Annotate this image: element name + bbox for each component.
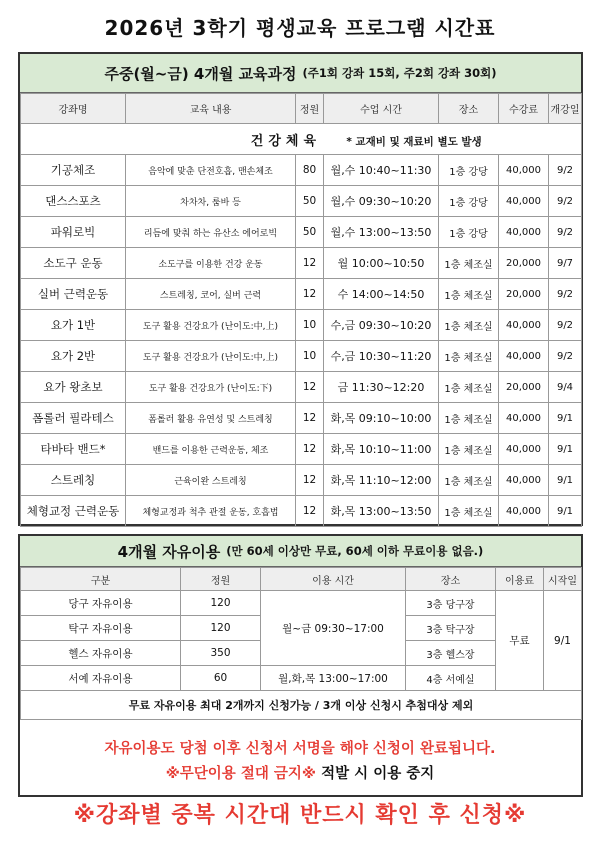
table-row (21, 341, 582, 372)
column-header: 수강료 (499, 94, 549, 124)
class-time: 월,수 10:40~11:30 (324, 155, 439, 186)
table-row (21, 372, 582, 403)
location: 1층 체조실 (439, 496, 499, 527)
course-name: 소도구 운동 (21, 248, 126, 279)
start-date: 9/1 (549, 403, 582, 434)
start-date: 9/1 (549, 496, 582, 527)
capacity: 60 (181, 666, 261, 691)
tuition-fee: 40,000 (499, 186, 549, 217)
location: 1층 체조실 (439, 372, 499, 403)
course-name: 타바타 밴드* (21, 434, 126, 465)
section-header (20, 54, 581, 93)
course-description: 음악에 맞춘 단전호흡, 맨손체조 (126, 155, 296, 186)
course-name: 스트레칭 (21, 465, 126, 496)
table-row (21, 310, 582, 341)
capacity: 12 (296, 248, 324, 279)
unauthorized-use-notice (0, 762, 600, 783)
tuition-fee: 40,000 (499, 341, 549, 372)
table-row (21, 496, 582, 527)
column-header: 교육 내용 (126, 94, 296, 124)
start-date: 9/2 (549, 186, 582, 217)
usage-time: 월,화,목 13:00~17:00 (261, 666, 406, 691)
location: 1층 체조실 (439, 341, 499, 372)
table-header-row (21, 94, 582, 124)
location: 1층 체조실 (439, 403, 499, 434)
capacity: 50 (296, 217, 324, 248)
column-header: 장소 (406, 568, 496, 591)
tuition-fee: 40,000 (499, 434, 549, 465)
start-date: 9/1 (544, 591, 582, 691)
course-description: 도구 활용 건강요가 (난이도:中,上) (126, 341, 296, 372)
capacity: 120 (181, 616, 261, 641)
facility-name: 탁구 자유이용 (21, 616, 181, 641)
tuition-fee: 40,000 (499, 403, 549, 434)
course-description: 근육이완 스트레칭 (126, 465, 296, 496)
usage-fee: 무료 (496, 591, 544, 691)
column-header: 이용 시간 (261, 568, 406, 591)
column-header: 시작일 (544, 568, 582, 591)
capacity: 12 (296, 434, 324, 465)
location: 1층 체조실 (439, 310, 499, 341)
table-row (21, 279, 582, 310)
section-subtitle: (만 60세 이상만 무료, 60세 이하 무료이용 없음.) (226, 544, 484, 558)
column-header: 장소 (439, 94, 499, 124)
category-row (21, 124, 582, 155)
class-time: 화,목 10:10~11:00 (324, 434, 439, 465)
start-date: 9/4 (549, 372, 582, 403)
start-date: 9/1 (549, 434, 582, 465)
course-description: 체형교정과 척추 관절 운동, 호흡법 (126, 496, 296, 527)
course-name: 실버 근력운동 (21, 279, 126, 310)
class-time: 월 10:00~10:50 (324, 248, 439, 279)
section-header (20, 536, 581, 567)
tuition-fee: 20,000 (499, 279, 549, 310)
capacity: 10 (296, 341, 324, 372)
table-row (21, 186, 582, 217)
start-date: 9/2 (549, 279, 582, 310)
tuition-fee: 20,000 (499, 372, 549, 403)
course-name: 기공체조 (21, 155, 126, 186)
tuition-fee: 40,000 (499, 496, 549, 527)
location: 1층 체조실 (439, 279, 499, 310)
class-time: 금 11:30~12:20 (324, 372, 439, 403)
location: 3층 헬스장 (406, 641, 496, 666)
tuition-fee: 40,000 (499, 310, 549, 341)
section-title: 4개월 자유이용 (117, 542, 221, 561)
column-header: 정원 (296, 94, 324, 124)
tuition-fee: 40,000 (499, 465, 549, 496)
start-date: 9/2 (549, 155, 582, 186)
capacity: 10 (296, 310, 324, 341)
location: 1층 강당 (439, 217, 499, 248)
table-row (21, 248, 582, 279)
course-description: 도구 활용 건강요가 (난이도:下) (126, 372, 296, 403)
facility-name: 당구 자유이용 (21, 591, 181, 616)
class-time: 월,수 09:30~10:20 (324, 186, 439, 217)
weekday-course-section (18, 52, 583, 526)
course-name: 요가 1반 (21, 310, 126, 341)
column-header: 구분 (21, 568, 181, 591)
course-name: 폼롤러 필라테스 (21, 403, 126, 434)
start-date: 9/2 (549, 341, 582, 372)
course-description: 스트레칭, 코어, 실버 근력 (126, 279, 296, 310)
table-header-row (21, 568, 582, 591)
class-time: 수,금 09:30~10:20 (324, 310, 439, 341)
location: 1층 강당 (439, 155, 499, 186)
column-header: 개강일 (549, 94, 582, 124)
section-subtitle: (주1회 강좌 15회, 주2회 강좌 30회) (302, 66, 497, 80)
column-header: 정원 (181, 568, 261, 591)
location: 3층 탁구장 (406, 616, 496, 641)
course-name: 댄스스포츠 (21, 186, 126, 217)
course-description: 차차차, 룸바 등 (126, 186, 296, 217)
course-description: 밴드를 이용한 근력운동, 체조 (126, 434, 296, 465)
page-title: 2026년 3학기 평생교육 프로그램 시간표 (104, 16, 496, 40)
table-row (21, 465, 582, 496)
facility-name: 서예 자유이용 (21, 666, 181, 691)
course-description: 폼롤러 활용 유연성 및 스트레칭 (126, 403, 296, 434)
course-description: 소도구를 이용한 건강 운동 (126, 248, 296, 279)
course-name: 파워로빅 (21, 217, 126, 248)
tuition-fee: 20,000 (499, 248, 549, 279)
table-row (21, 217, 582, 248)
location: 4층 서예실 (406, 666, 496, 691)
column-header: 이용료 (496, 568, 544, 591)
start-date: 9/2 (549, 310, 582, 341)
course-description: 리듬에 맞춰 하는 유산소 에어로빅 (126, 217, 296, 248)
class-time: 수,금 10:30~11:20 (324, 341, 439, 372)
class-time: 화,목 11:10~12:00 (324, 465, 439, 496)
tuition-fee: 40,000 (499, 155, 549, 186)
unauthorized-use-warning: ※무단이용 절대 금지※ (165, 766, 317, 782)
note-row (21, 691, 582, 720)
category-name: 건강체육 (250, 133, 321, 149)
capacity: 12 (296, 465, 324, 496)
location: 1층 강당 (439, 186, 499, 217)
tuition-fee: 40,000 (499, 217, 549, 248)
column-header: 수업 시간 (324, 94, 439, 124)
schedule-overlap-warning: ※강좌별 중복 시간대 반드시 확인 후 신청※ (73, 803, 527, 828)
column-header: 강좌명 (21, 94, 126, 124)
table-row (21, 591, 582, 616)
free-use-note: 무료 자유이용 최대 2개까지 신청가능 / 3개 이상 신청시 추첨대상 제외 (21, 691, 582, 720)
table-row (21, 434, 582, 465)
capacity: 12 (296, 372, 324, 403)
signature-notice: 자유이용도 당첨 이후 신청서 서명을 해야 신청이 완료됩니다. (104, 741, 496, 757)
class-time: 수 14:00~14:50 (324, 279, 439, 310)
course-name: 요가 2반 (21, 341, 126, 372)
course-table (20, 93, 582, 527)
capacity: 50 (296, 186, 324, 217)
suspension-notice: 적발 시 이용 중지 (316, 766, 435, 782)
capacity: 12 (296, 403, 324, 434)
class-time: 화,목 13:00~13:50 (324, 496, 439, 527)
start-date: 9/2 (549, 217, 582, 248)
table-row (21, 403, 582, 434)
course-name: 요가 왕초보 (21, 372, 126, 403)
free-use-table (20, 567, 582, 720)
class-time: 월,수 13:00~13:50 (324, 217, 439, 248)
course-name: 체형교정 근력운동 (21, 496, 126, 527)
facility-name: 헬스 자유이용 (21, 641, 181, 666)
location: 3층 당구장 (406, 591, 496, 616)
location: 1층 체조실 (439, 248, 499, 279)
class-time: 화,목 09:10~10:00 (324, 403, 439, 434)
category-note: * 교재비 및 재료비 별도 발생 (346, 135, 482, 148)
usage-time: 월~금 09:30~17:00 (261, 591, 406, 666)
table-row (21, 155, 582, 186)
start-date: 9/1 (549, 465, 582, 496)
section-title: 주중(월~금) 4개월 교육과정 (104, 64, 297, 83)
capacity: 80 (296, 155, 324, 186)
course-description: 도구 활용 건강요가 (난이도:中,上) (126, 310, 296, 341)
capacity: 12 (296, 279, 324, 310)
capacity: 12 (296, 496, 324, 527)
start-date: 9/7 (549, 248, 582, 279)
location: 1층 체조실 (439, 434, 499, 465)
capacity: 350 (181, 641, 261, 666)
location: 1층 체조실 (439, 465, 499, 496)
capacity: 120 (181, 591, 261, 616)
